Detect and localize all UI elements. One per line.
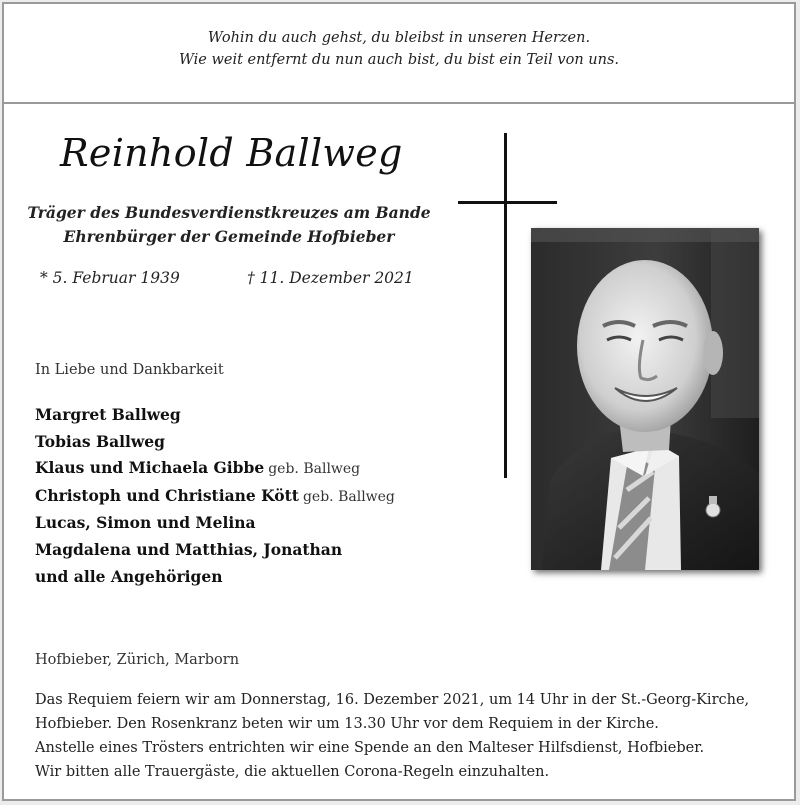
cross-icon xyxy=(504,133,507,478)
mourner-name: Tobias Ballweg xyxy=(35,431,165,451)
info-line: Hofbieber. Den Rosenkranz beten wir um 13.30 Uhr vor dem Requiem in der Kirche. xyxy=(35,716,659,732)
mourner-name: Magdalena und Matthias, Jonathan xyxy=(35,539,343,559)
info-line: Das Requiem feiern wir am Donnerstag, 16. Dezember 2021, um 14 Uhr in der St.-Georg-Kirche, xyxy=(35,692,750,708)
mourner-name: und alle Angehörigen xyxy=(35,566,223,586)
list-item xyxy=(35,483,395,511)
list-item xyxy=(35,455,395,483)
list-item xyxy=(35,429,395,456)
cross-bar xyxy=(458,201,557,204)
mourner-name: Klaus und Michaela Gibbe xyxy=(35,458,265,478)
maiden-name: geb. Ballweg xyxy=(268,461,361,478)
places-line: Hofbieber, Zürich, Marborn xyxy=(35,652,240,668)
obituary-frame xyxy=(2,2,796,801)
mourner-name: Christoph und Christiane Kött xyxy=(35,485,299,505)
deceased-name: Reinhold Ballweg xyxy=(60,131,403,175)
list-item xyxy=(35,402,395,429)
birth-date: * 5. Februar 1939 xyxy=(40,269,180,287)
list-item xyxy=(35,537,395,564)
honor-line-1: Träger des Bundesverdienstkreuzes am Bande xyxy=(27,203,431,222)
portrait-image xyxy=(531,228,759,570)
honor-line-2: Ehrenbürger der Gemeinde Hofbieber xyxy=(63,227,395,246)
service-info xyxy=(35,688,749,784)
quote-line-1: Wohin du auch gehst, du bleibst in unseren Herzen. xyxy=(207,30,591,46)
quote-section xyxy=(4,4,794,104)
maiden-name: geb. Ballweg xyxy=(302,488,395,505)
mourner-name: Lucas, Simon und Melina xyxy=(35,513,256,533)
portrait-photo xyxy=(531,228,759,570)
list-item xyxy=(35,564,395,591)
death-date: † 11. Dezember 2021 xyxy=(247,269,414,287)
quote-line-2: Wie weit entfernt du nun auch bist, du bist ein Teil von uns. xyxy=(178,52,620,68)
list-item xyxy=(35,510,395,537)
info-line: Anstelle eines Trösters entrichten wir eine Spende an den Malteser Hilfsdienst, Hofbieber. xyxy=(35,740,705,756)
info-line: Wir bitten alle Trauergäste, die aktuellen Corona-Regeln einzuhalten. xyxy=(35,764,550,780)
mourner-name: Margret Ballweg xyxy=(35,405,181,424)
mourners-list xyxy=(35,402,395,590)
love-gratitude-line: In Liebe und Dankbarkeit xyxy=(35,362,224,378)
